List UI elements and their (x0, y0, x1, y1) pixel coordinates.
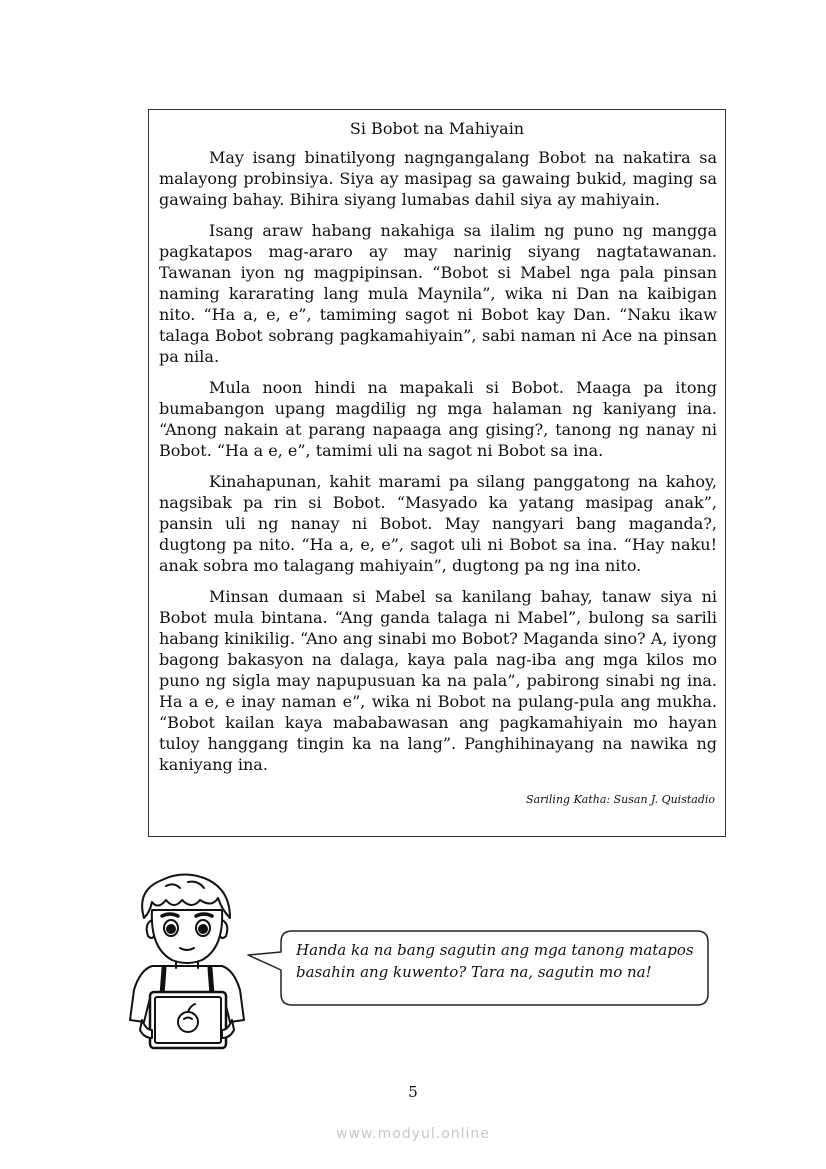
story-paragraph: Kinahapunan, kahit marami pa silang panggatong na kahoy, nagsibak pa rin si Bobot. “Masyado ka yatang masipag anak”, pansin uli ng nanay ni Bobot. May nangyari bang maganda?, dugtong pa nito. “Ha a, e, e”, sagot uli ni Bobot sa ina. “Hay naku! anak sobra mo talagang mahiyain”, dugtong pa ng ina nito. (159, 472, 717, 575)
story-paragraph: Mula noon hindi na mapakali si Bobot. Maaga pa itong bumabangon upang magdilig ng mga halaman ng kaniyang ina. “Anong nakain at parang napaaga ang gising?, tanong ng nanay ni Bobot. “Ha a e, e”, tamimi uli na sagot ni Bobot sa ina. (159, 378, 717, 460)
bubble-text: Handa ka na bang sagutin ang mga tanong matapos basahin ang kuwento? Tara na, sagutin mo na! (296, 941, 694, 981)
story-source: Sariling Katha: Susan J. Quistadio (526, 793, 715, 806)
story-body (159, 147, 717, 785)
story-title: Si Bobot na Mahiyain (349, 119, 525, 138)
story-paragraph: May isang binatilyong nagngangalang Bobot na nakatira sa malayong probinsiya. Siya ay masipag sa gawaing bukid, maging sa gawaing bahay. Bihira siyang lumabas dahil siya ay mahiyain. (159, 148, 717, 209)
story-paragraph: Isang araw habang nakahiga sa ilalim ng puno ng mangga pagkatapos mag-araro ay may narinig siyang nagtatawanan. Tawanan iyon ng magpipinsan. “Bobot si Mabel nga pala pinsan naming kararating lang mula Maynila”, wika ni Dan na kaibigan nito. “Ha a, e, e”, tamiming sagot ni Bobot kay Dan. “Naku ikaw talaga Bobot sobrang pagkamahiyain”, sabi naman ni Ace na pinsan pa nila. (159, 221, 717, 366)
story-paragraph: Minsan dumaan si Mabel sa kanilang bahay, tanaw siya ni Bobot mula bintana. “Ang ganda talaga ni Mabel”, bulong sa sarili habang kinikilig. “Ano ang sinabi mo Bobot? Maganda sino? A, iyong bagong bakasyon na dalaga, kaya pala nag-iba ang mga kilos mo puno ng sigla may napupusuan ka na pala”, pabirong sinabi ng ina. Ha a e, e inay naman e”, wika ni Bobot na pulang-pula ang mukha. “Bobot kailan kaya mababawasan ang pagkamahiyain mo hayan tuloy hanggang tingin ka na lang”. Panghihinayang na nawika ng kaniyang ina. (159, 587, 717, 774)
boy-with-tablet-icon (122, 870, 252, 1062)
story-box (148, 109, 726, 837)
watermark: www.modyul.online (336, 1126, 490, 1142)
page-number: 5 (408, 1083, 418, 1101)
